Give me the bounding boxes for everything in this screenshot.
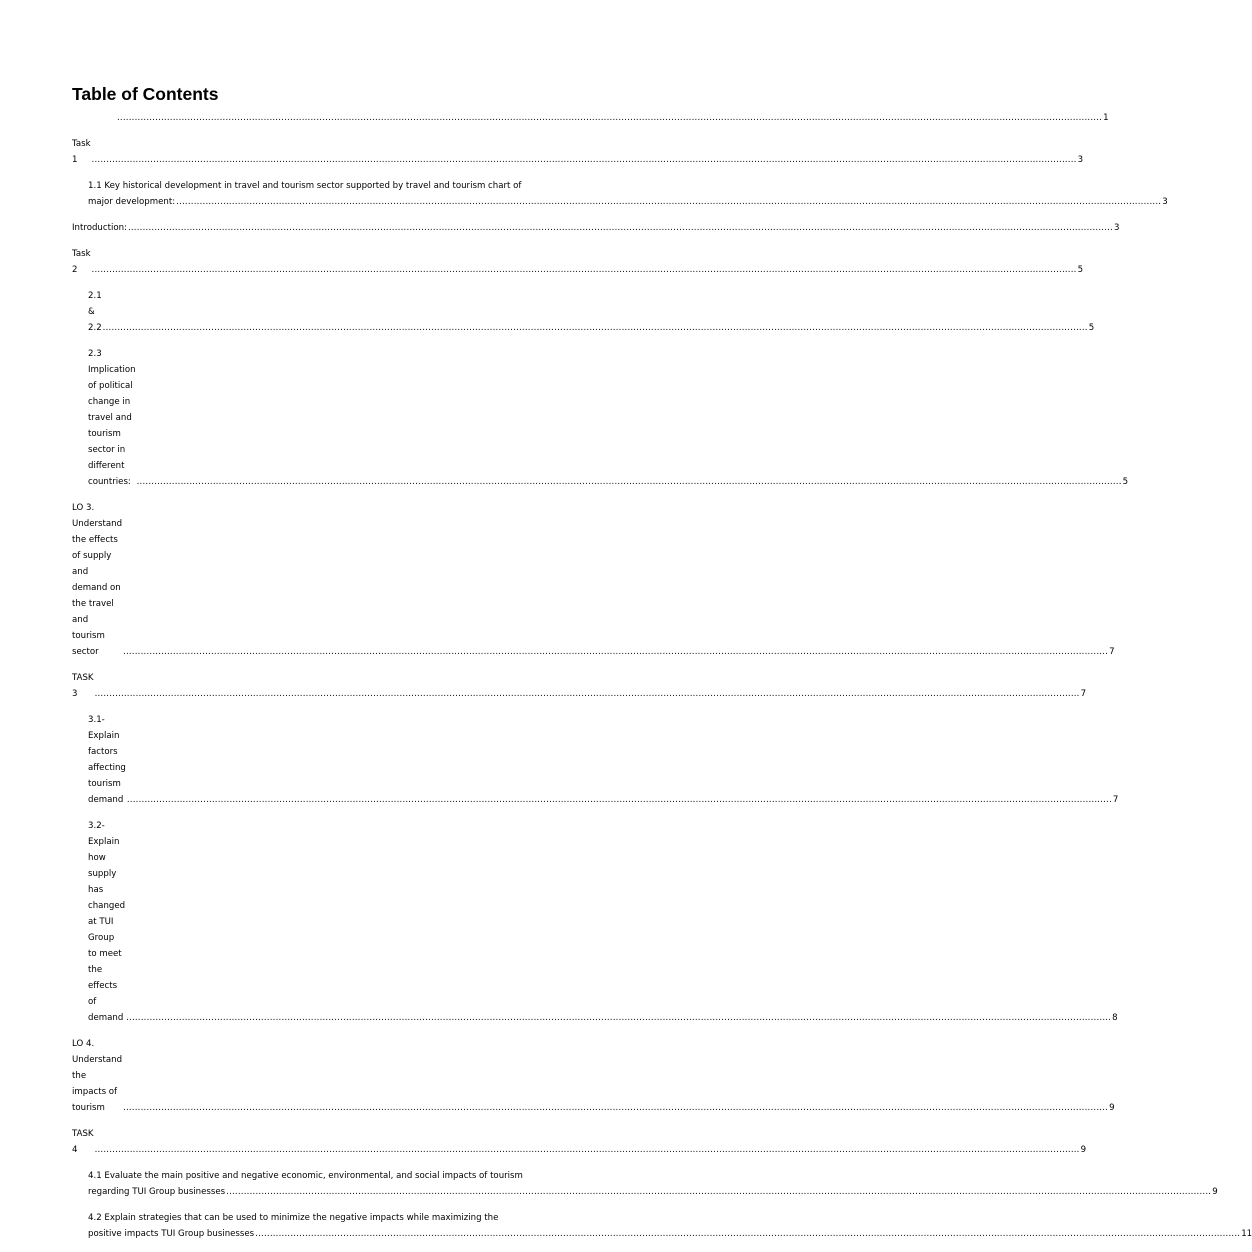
dot-leader	[226, 1184, 1211, 1200]
toc-entry-1-1[interactable]	[72, 178, 1168, 210]
dot-leader	[126, 1010, 1111, 1026]
dot-leader	[123, 644, 1108, 660]
toc-page-number: 11	[1241, 1229, 1252, 1239]
toc-page-number: 7	[1080, 689, 1087, 699]
toc-entry-text: 2.3 Implication of political change in travel and tourism sector in different countries:	[88, 349, 136, 487]
dot-leader	[128, 220, 1113, 236]
dot-leader	[103, 320, 1088, 336]
dot-leader	[95, 686, 1080, 702]
dot-leader	[127, 792, 1112, 808]
toc-entry-4-1[interactable]	[72, 1168, 1218, 1200]
toc-entry-4-2[interactable]	[72, 1210, 1252, 1242]
page-title: Table of Contents	[72, 84, 219, 104]
table-of-contents	[72, 110, 1252, 1252]
toc-entry-text-line2: regarding TUI Group businesses	[88, 1187, 226, 1197]
toc-entry-text-line2: positive impacts TUI Group businesses	[88, 1229, 255, 1239]
toc-entry-3-2[interactable]	[72, 818, 1118, 1026]
toc-entry-first[interactable]	[72, 110, 1109, 126]
toc-page-number: 3	[1077, 155, 1084, 165]
toc-page-number: 8	[1112, 1013, 1118, 1023]
toc-page-number: 7	[1109, 647, 1115, 657]
toc-entry-text: 3.2- Explain how supply has changed at TUI Group to meet the effects of demand	[88, 821, 126, 1023]
dot-leader	[92, 152, 1077, 168]
toc-page-number: 9	[1109, 1103, 1115, 1113]
toc-page-number: 3	[1114, 223, 1120, 233]
toc-entry-lo3[interactable]	[72, 500, 1115, 660]
toc-entry-task4[interactable]	[72, 1126, 1087, 1158]
toc-entry-2-3[interactable]	[72, 346, 1129, 490]
dot-leader	[255, 1226, 1240, 1242]
toc-entry-text-line1: 4.1 Evaluate the main positive and negative economic, environmental, and social impacts of tourism	[88, 1171, 523, 1181]
toc-page-number: 9	[1080, 1145, 1087, 1155]
toc-page-number: 9	[1212, 1187, 1218, 1197]
toc-page-number: 5	[1122, 477, 1129, 487]
toc-page-number: 1	[1103, 113, 1109, 123]
toc-entry-text: 2.1 & 2.2	[88, 291, 102, 333]
toc-entry-lo4[interactable]	[72, 1036, 1115, 1116]
toc-entry-text: Introduction:	[72, 223, 127, 233]
toc-entry-text-line1: 4.2 Explain strategies that can be used to minimize the negative impacts while maximizing the	[88, 1213, 499, 1223]
dot-leader	[137, 474, 1122, 490]
toc-entry-introduction[interactable]	[72, 220, 1120, 236]
toc-entry-task2[interactable]	[72, 246, 1084, 278]
toc-entry-3-1[interactable]	[72, 712, 1119, 808]
toc-entry-task1[interactable]	[72, 136, 1084, 168]
toc-entry-text: LO 3. Understand the effects of supply and demand on the travel and tourism sector	[72, 503, 123, 657]
toc-entry-text: Task 1	[72, 139, 91, 165]
dot-leader	[95, 1142, 1080, 1158]
toc-entry-text: Task 2	[72, 249, 91, 275]
toc-entry-task3[interactable]	[72, 670, 1087, 702]
dot-leader	[176, 194, 1161, 210]
toc-entry-text: 3.1- Explain factors affecting tourism demand	[88, 715, 126, 805]
toc-page-number: 7	[1112, 795, 1119, 805]
toc-entry-text: TASK 3	[72, 673, 94, 699]
dot-leader	[123, 1100, 1108, 1116]
toc-entry-text: TASK 4	[72, 1129, 94, 1155]
toc-entry-2-1[interactable]	[72, 288, 1095, 336]
toc-page-number: 3	[1162, 197, 1168, 207]
toc-entry-text-line2: major development:	[88, 197, 176, 207]
toc-page-number: 5	[1088, 323, 1095, 333]
toc-entry-text-line1: 1.1 Key historical development in travel and tourism sector supported by travel and tourism chart of	[88, 181, 522, 191]
toc-page-number: 5	[1077, 265, 1084, 275]
toc-entry-text: LO 4. Understand the impacts of tourism	[72, 1039, 123, 1113]
dot-leader	[92, 262, 1077, 278]
dot-leader	[117, 110, 1102, 126]
